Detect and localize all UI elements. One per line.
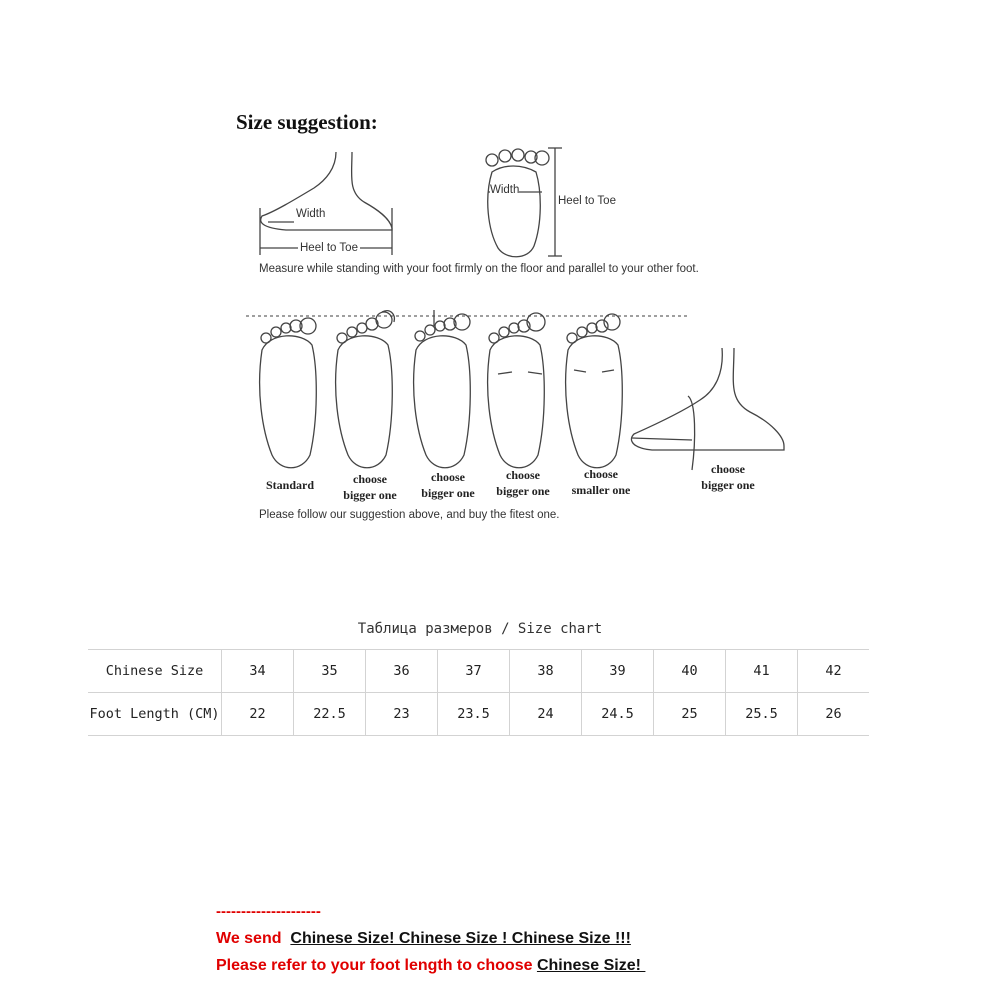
- row-header-foot-length: Foot Length (CM): [88, 693, 222, 736]
- table-row: [88, 693, 869, 736]
- length-cell: 25: [654, 693, 726, 736]
- size-cell: 42: [798, 650, 870, 693]
- length-cell: 23.5: [438, 693, 510, 736]
- notice-line-1-emphasis: Chinese Size! Chinese Size ! Chinese Size !!!: [290, 930, 631, 947]
- size-suggestion-graphic: [222, 100, 858, 525]
- size-chart-caption: Таблица размеров / Size chart: [357, 621, 603, 637]
- length-cell: 22: [222, 693, 294, 736]
- size-cell: 39: [582, 650, 654, 693]
- sole-standard: [260, 318, 317, 468]
- label-bigger-1: choose bigger one: [343, 472, 397, 502]
- width-label-side: Width: [296, 208, 326, 220]
- measure-instruction: Measure while standing with your foot firmly on the floor and parallel to your other foot.: [259, 263, 699, 275]
- side-foot-high-instep: [631, 348, 784, 470]
- notice-divider: ---------------------: [216, 903, 321, 920]
- size-cell: 35: [294, 650, 366, 693]
- notice-line-1-prefix: We send: [216, 930, 291, 947]
- side-foot-outline: [261, 152, 392, 230]
- size-chart-table: [88, 649, 869, 736]
- table-row: [88, 650, 869, 693]
- size-cell: 36: [366, 650, 438, 693]
- sole-bigger-3: [488, 313, 545, 468]
- label-bigger-3: choose bigger one: [496, 468, 550, 498]
- length-cell: 22.5: [294, 693, 366, 736]
- size-cell: 38: [510, 650, 582, 693]
- sole-smaller: [566, 314, 623, 468]
- size-cell: 34: [222, 650, 294, 693]
- size-cell: 37: [438, 650, 510, 693]
- sole-bigger-2: [414, 310, 471, 468]
- sole-outline: [488, 166, 541, 257]
- label-bigger-instep: choose bigger one: [701, 462, 755, 492]
- label-smaller: choose smaller one: [571, 467, 631, 497]
- notice-line-2-prefix: Please refer to your foot length to choose: [216, 957, 537, 974]
- size-cell: 41: [726, 650, 798, 693]
- length-cell: 26: [798, 693, 870, 736]
- length-cell: 24.5: [582, 693, 654, 736]
- heel-to-toe-side: Heel to Toe: [300, 242, 358, 254]
- sole-bigger-1: [336, 311, 395, 468]
- length-cell: 24: [510, 693, 582, 736]
- notice-line-2: [216, 957, 645, 975]
- guide-footer: Please follow our suggestion above, and buy the fitest one.: [259, 509, 560, 521]
- label-standard: Standard: [265, 478, 315, 492]
- label-bigger-2: choose bigger one: [421, 470, 475, 500]
- width-label-sole: Width: [490, 184, 520, 196]
- guide-title: Size suggestion:: [236, 110, 378, 134]
- length-cell: 25.5: [726, 693, 798, 736]
- notice-line-2-emphasis: Chinese Size!: [536, 957, 646, 974]
- row-header-chinese-size: Chinese Size: [88, 650, 222, 693]
- length-cell: 23: [366, 693, 438, 736]
- size-cell: 40: [654, 650, 726, 693]
- notice-line-1: [216, 930, 631, 948]
- heel-to-toe-sole: Heel to Toe: [558, 195, 616, 207]
